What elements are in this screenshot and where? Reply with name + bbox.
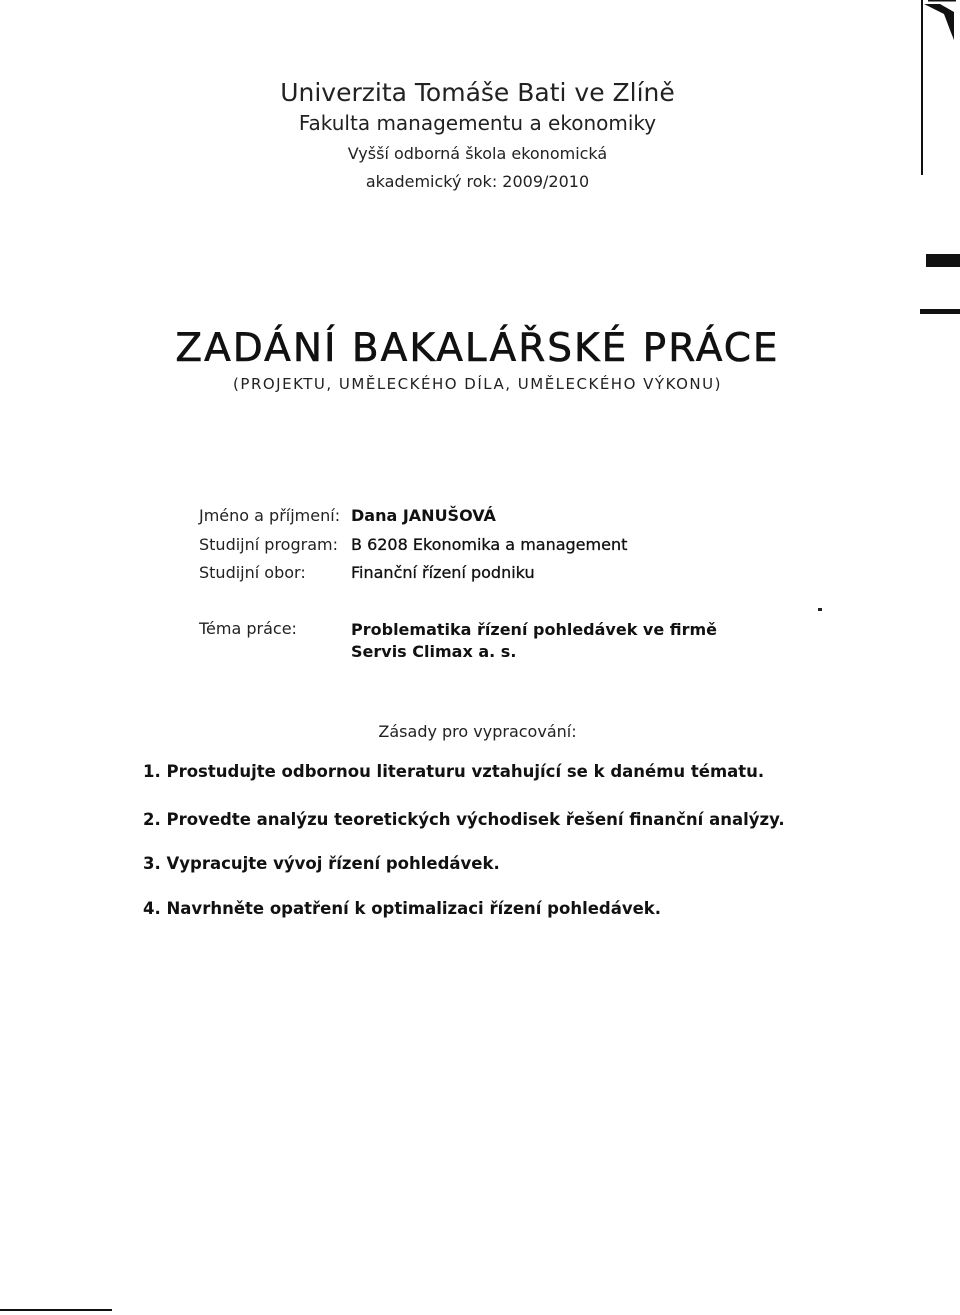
topic-label: Téma práce: xyxy=(199,619,297,638)
principles-heading: Zásady pro vypracování: xyxy=(378,722,577,741)
principle-item-1: 1. Prostudujte odbornou literaturu vztahující se k danému tématu. xyxy=(143,762,765,781)
program-label: Studijní program: xyxy=(199,535,338,554)
topic-value: Problematika řízení pohledávek ve firmě Servis Climax a. s. xyxy=(351,620,718,661)
scan-mark-2 xyxy=(920,309,960,314)
scan-mark-1 xyxy=(926,254,960,267)
page-title: ZADÁNÍ BAKALÁŘSKÉ PRÁCE xyxy=(175,326,780,371)
scan-edge-artifact xyxy=(920,0,960,175)
scan-dot xyxy=(818,608,822,611)
program-value: B 6208 Ekonomika a management xyxy=(351,535,628,554)
page-subtitle: (PROJEKTU, UMĚLECKÉHO DÍLA, UMĚLECKÉHO VÝKONU) xyxy=(233,375,722,393)
principle-item-4: 4. Navrhněte opatření k optimalizaci řízení pohledávek. xyxy=(143,899,662,918)
principle-item-2: 2. Provedte analýzu teoretických východisek řešení finanční analýzy. xyxy=(143,810,785,829)
name-label: Jméno a příjmení: xyxy=(199,506,341,525)
field-value: Finanční řízení podniku xyxy=(351,563,535,582)
field-label: Studijní obor: xyxy=(199,563,306,582)
academic-year: akademický rok: 2009/2010 xyxy=(365,172,590,191)
name-value: Dana JANUŠOVÁ xyxy=(351,506,496,525)
bottom-rule xyxy=(0,1309,112,1311)
faculty-name: Fakulta managementu a ekonomiky xyxy=(298,111,657,135)
university-name: Univerzita Tomáše Bati ve Zlíně xyxy=(280,78,675,107)
school-name: Vyšší odborná škola ekonomická xyxy=(347,144,608,163)
principle-item-3: 3. Vypracujte vývoj řízení pohledávek. xyxy=(143,854,500,873)
